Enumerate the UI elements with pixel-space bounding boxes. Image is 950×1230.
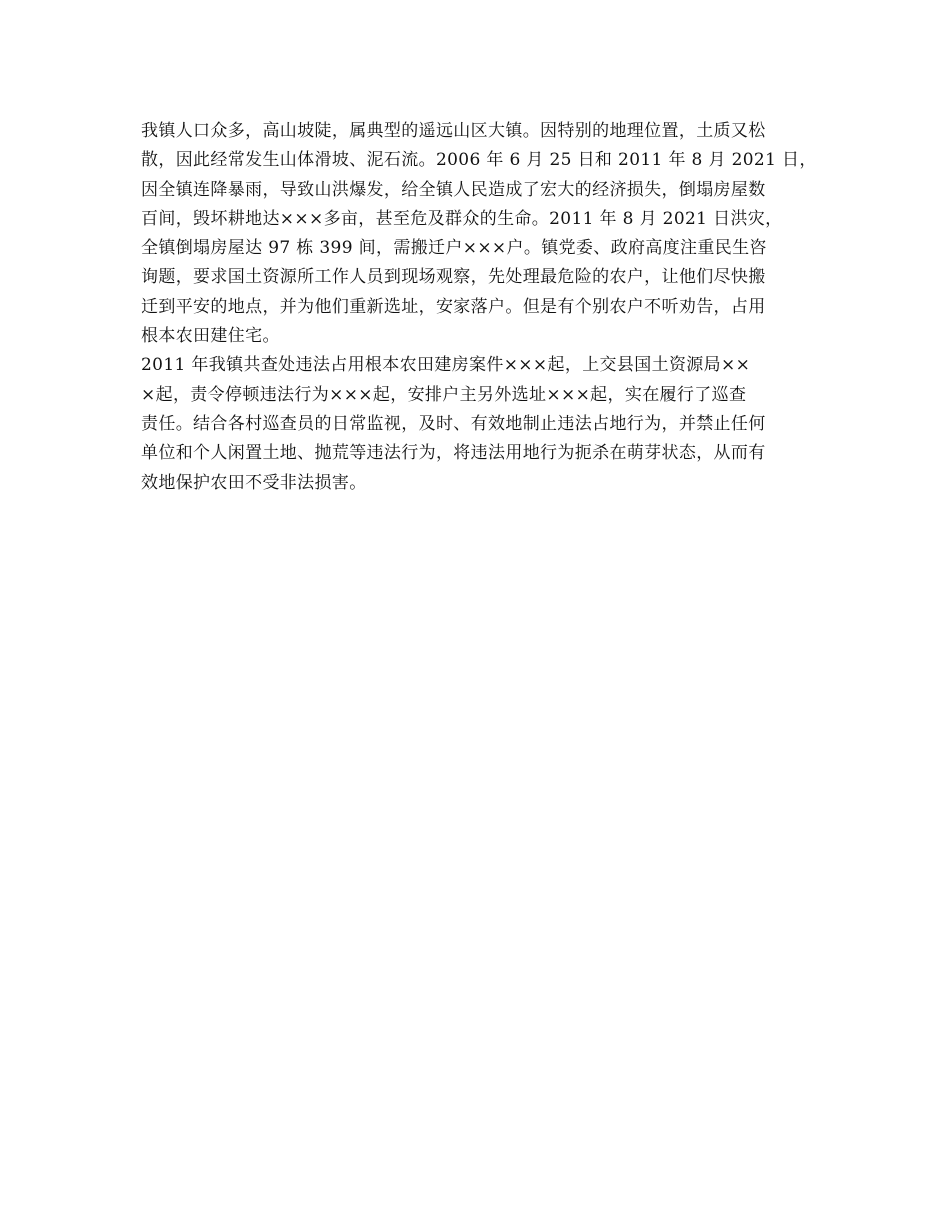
text-line: 全镇倒塌房屋达 97 栋 399 间，需搬迁户×××户。镇党委、政府高度注重民生咨: [141, 238, 767, 259]
paragraph-disaster-background: [141, 117, 817, 351]
text-line: 我镇人口众多，高山坡陡，属典型的遥远山区大镇。因特别的地理位置，土质又松: [141, 121, 766, 141]
text-line: 散，因此经常发生山体滑坡、泥石流。2006 年 6 月 25 日和 2011 年 8 月 2021 日，: [141, 150, 817, 171]
text-line: 责任。结合各村巡查员的日常监视，及时、有效地制止违法占地行为，并禁止任何: [141, 413, 766, 434]
text-line: 百间，毁坏耕地达×××多亩，甚至危及群众的生命。2011 年 8 月 2021 日洪灾，: [141, 208, 783, 229]
paragraph-enforcement-results: [141, 351, 811, 497]
text-line: 根本农田建住宅。: [141, 326, 280, 347]
text-line: ×起，责令停顿违法行为×××起，安排户主另外选址×××起，实在履行了巡查: [141, 384, 747, 405]
document-body: [141, 117, 817, 498]
text-line: 2011 年我镇共查处违法占用根本农田建房案件×××起，上交县国土资源局××: [141, 355, 751, 376]
text-line: 迁到平安的地点，并为他们重新选址，安家落户。但是有个别农户不听劝告，占用: [141, 296, 766, 317]
text-line: 询题，要求国土资源所工作人员到现场观察，先处理最危险的农户，让他们尽快搬: [141, 267, 766, 288]
text-line: 单位和个人闲置土地、抛荒等违法行为，将违法用地行为扼杀在萌芽状态，从而有: [141, 443, 766, 464]
text-line: 因全镇连降暴雨，导致山洪爆发，给全镇人民造成了宏大的经济损失，倒塌房屋数: [141, 179, 766, 200]
text-line: 效地保护农田不受非法损害。: [141, 472, 367, 493]
